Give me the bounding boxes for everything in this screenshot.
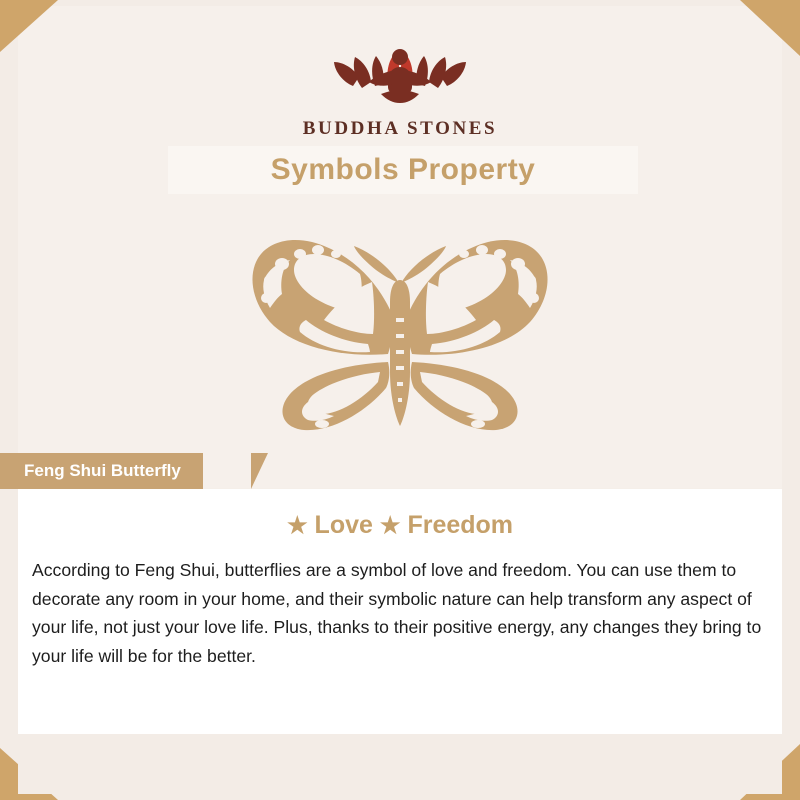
keywords-line (18, 511, 782, 540)
content-panel (18, 489, 782, 734)
keyword-freedom: Freedom (407, 511, 514, 539)
ribbon-label (0, 453, 203, 489)
ribbon-label-text: Feng Shui Butterfly (24, 461, 181, 480)
star-icon-left: ★ (286, 512, 308, 538)
keyword-love: Love (314, 511, 373, 539)
brand-name: BUDDHA STONES (302, 118, 498, 139)
lotus-meditation-figure-icon (0, 24, 800, 116)
butterfly-icon (220, 429, 580, 446)
page-title-bar (168, 146, 638, 194)
ribbon-tail (251, 453, 268, 489)
description-paragraph: According to Feng Shui, butterflies are a symbol of love and freedom. You can use them to decorate any room in your home, and their symbolic nature can help transform any aspect of your life, not just your love life. Plus, thanks to their positive energy, any changes they bring to your life will be for the better. (32, 560, 762, 666)
bottom-strip (18, 734, 782, 794)
brand-logo (0, 24, 800, 140)
page-title: Symbols Property (270, 153, 536, 186)
illustration (0, 222, 800, 447)
star-icon-right: ★ (379, 512, 401, 538)
